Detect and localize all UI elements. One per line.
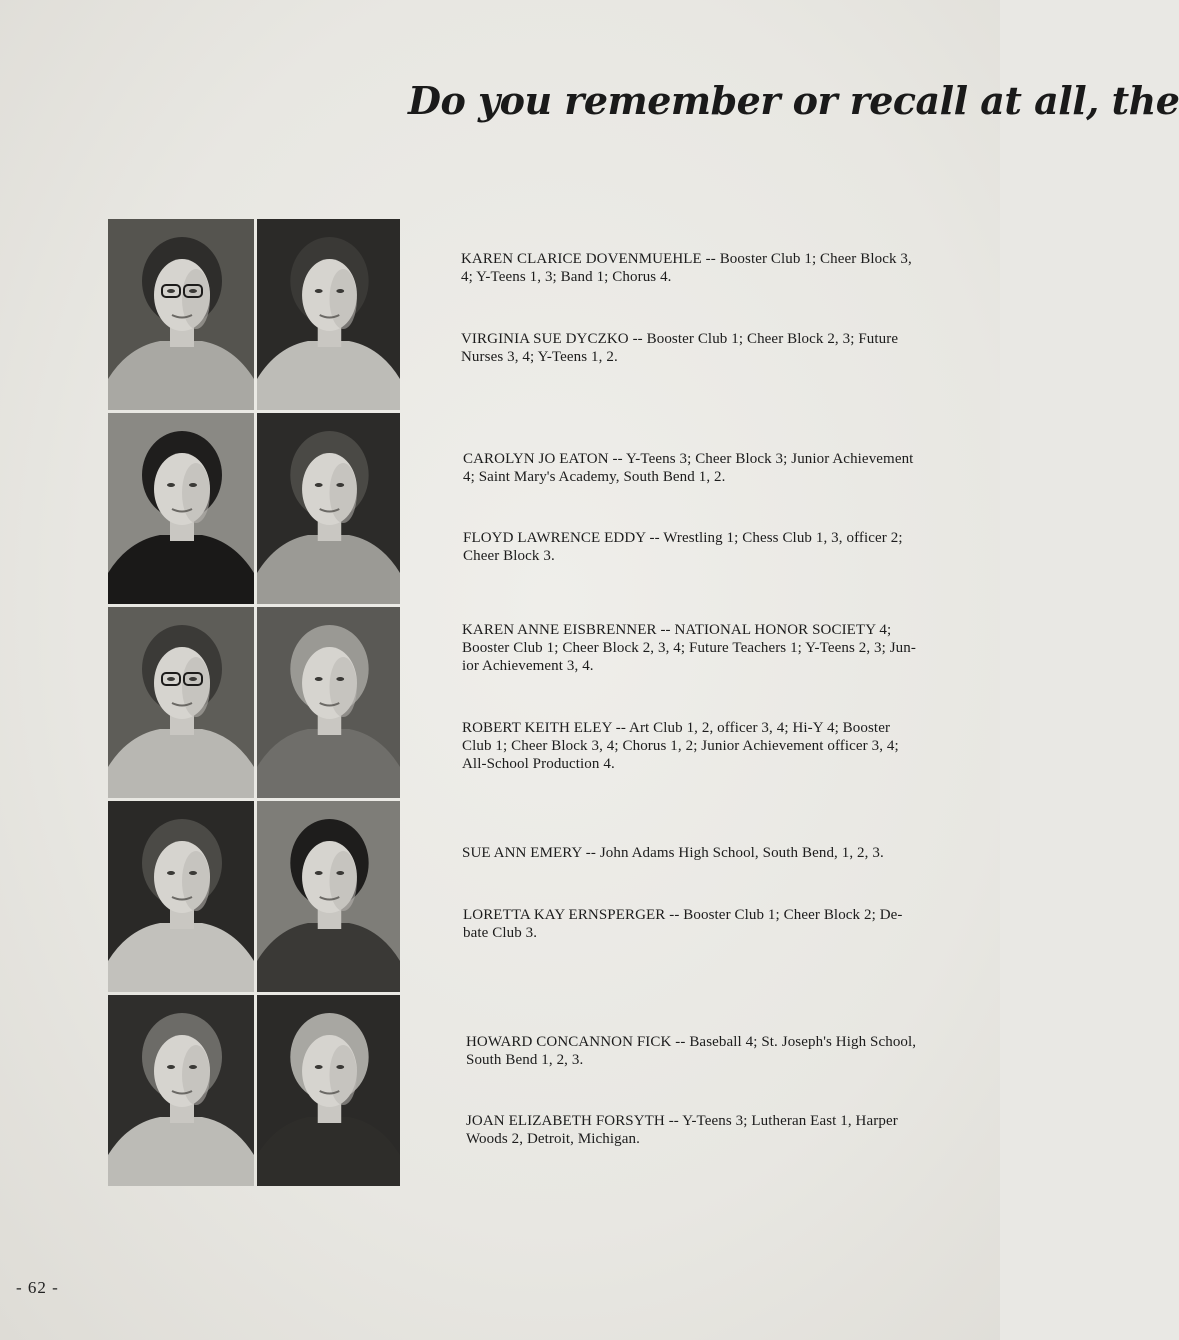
student-entry [462, 844, 954, 862]
portrait-silhouette [108, 219, 254, 410]
entry-line: 4; Saint Mary's Academy, South Bend 1, 2. [463, 469, 726, 485]
portrait-silhouette [257, 219, 400, 410]
portrait-eye [315, 677, 323, 681]
student-entry [463, 529, 955, 565]
entry-line: Cheer Block 3. [463, 548, 555, 564]
portrait-photo [108, 801, 254, 992]
portrait-shadow [182, 851, 210, 911]
portrait-shadow [329, 463, 356, 523]
portrait-shadow [182, 463, 210, 523]
portrait-eye [167, 677, 175, 681]
entry-line: bate Club 3. [463, 925, 538, 941]
portrait-eye [189, 871, 197, 875]
portrait-eye [336, 1065, 344, 1069]
student-entry [463, 450, 955, 486]
portrait-eye [336, 289, 344, 293]
portrait-eye [189, 677, 197, 681]
student-entry [462, 621, 954, 675]
entry-line: All-School Production 4. [462, 756, 615, 772]
entry-line: Woods 2, Detroit, Michigan. [466, 1131, 640, 1147]
student-entry [466, 1112, 958, 1148]
portrait-eye [336, 677, 344, 681]
portrait-silhouette [257, 801, 400, 992]
entry-line: South Bend 1, 2, 3. [466, 1052, 584, 1068]
portrait-photo [108, 607, 254, 798]
portrait-eye [167, 871, 175, 875]
portrait-silhouette [257, 607, 400, 798]
portrait-eye [167, 483, 175, 487]
portrait-eye [315, 871, 323, 875]
portrait-eye [167, 289, 175, 293]
portrait-silhouette [108, 607, 254, 798]
portrait-eye [315, 289, 323, 293]
portrait-silhouette [108, 413, 254, 604]
portrait-shadow [329, 851, 356, 911]
portrait-eye [189, 1065, 197, 1069]
portrait-photo [108, 219, 254, 410]
portrait-eye [336, 871, 344, 875]
portrait-silhouette [257, 995, 400, 1186]
portrait-shadow [329, 1045, 356, 1105]
portrait-photo [257, 801, 400, 992]
entry-line: ROBERT KEITH ELEY -- Art Club 1, 2, officer 3, 4; Hi-Y 4; Booster [462, 720, 891, 736]
portrait-silhouette [108, 995, 254, 1186]
portrait-photo [257, 413, 400, 604]
portrait-silhouette [108, 801, 254, 992]
portrait-eye [189, 289, 197, 293]
page-number: - 62 - [16, 1278, 59, 1297]
portrait-photo [108, 413, 254, 604]
student-entry [461, 250, 953, 286]
portrait-grid [108, 219, 400, 1186]
portrait-shadow [182, 1045, 210, 1105]
student-entry [461, 330, 953, 366]
portrait-shadow [329, 269, 356, 329]
entry-line: ior Achievement 3, 4. [462, 658, 594, 674]
entry-line: Club 1; Cheer Block 3, 4; Chorus 1, 2; Junior Achievement officer 3, 4; [462, 738, 899, 754]
entry-line: KAREN ANNE EISBRENNER -- NATIONAL HONOR SOCIETY 4; [462, 622, 892, 638]
entry-line: Nurses 3, 4; Y-Teens 1, 2. [461, 349, 618, 365]
portrait-eye [336, 483, 344, 487]
portrait-photo [257, 607, 400, 798]
entry-line: JOAN ELIZABETH FORSYTH -- Y-Teens 3; Lutheran East 1, Harper [466, 1113, 898, 1129]
page-headline: Do you remember or recall at all, the [408, 78, 1179, 123]
entry-line: 4; Y-Teens 1, 3; Band 1; Chorus 4. [461, 269, 672, 285]
portrait-photo [257, 995, 400, 1186]
portrait-photo [108, 995, 254, 1186]
entry-line: Booster Club 1; Cheer Block 2, 3, 4; Future Teachers 1; Y-Teens 2, 3; Jun- [462, 640, 916, 656]
entry-line: KAREN CLARICE DOVENMUEHLE -- Booster Club 1; Cheer Block 3, [461, 251, 912, 267]
student-entry [466, 1033, 958, 1069]
student-entry [462, 719, 954, 773]
portrait-eye [167, 1065, 175, 1069]
entry-line: CAROLYN JO EATON -- Y-Teens 3; Cheer Block 3; Junior Achievement [463, 451, 914, 467]
entry-line: VIRGINIA SUE DYCZKO -- Booster Club 1; Cheer Block 2, 3; Future [461, 331, 899, 347]
portrait-eye [315, 483, 323, 487]
entry-line: FLOYD LAWRENCE EDDY -- Wrestling 1; Chess Club 1, 3, officer 2; [463, 530, 903, 546]
entry-line: SUE ANN EMERY -- John Adams High School, South Bend, 1, 2, 3. [462, 845, 884, 861]
entry-line: LORETTA KAY ERNSPERGER -- Booster Club 1; Cheer Block 2; De- [463, 907, 903, 923]
portrait-eye [315, 1065, 323, 1069]
portrait-shadow [182, 657, 210, 717]
portrait-photo [257, 219, 400, 410]
student-entry [463, 906, 955, 942]
portrait-silhouette [257, 413, 400, 604]
portrait-eye [189, 483, 197, 487]
portrait-shadow [182, 269, 210, 329]
portrait-shadow [329, 657, 356, 717]
entry-line: HOWARD CONCANNON FICK -- Baseball 4; St. Joseph's High School, [466, 1034, 917, 1050]
